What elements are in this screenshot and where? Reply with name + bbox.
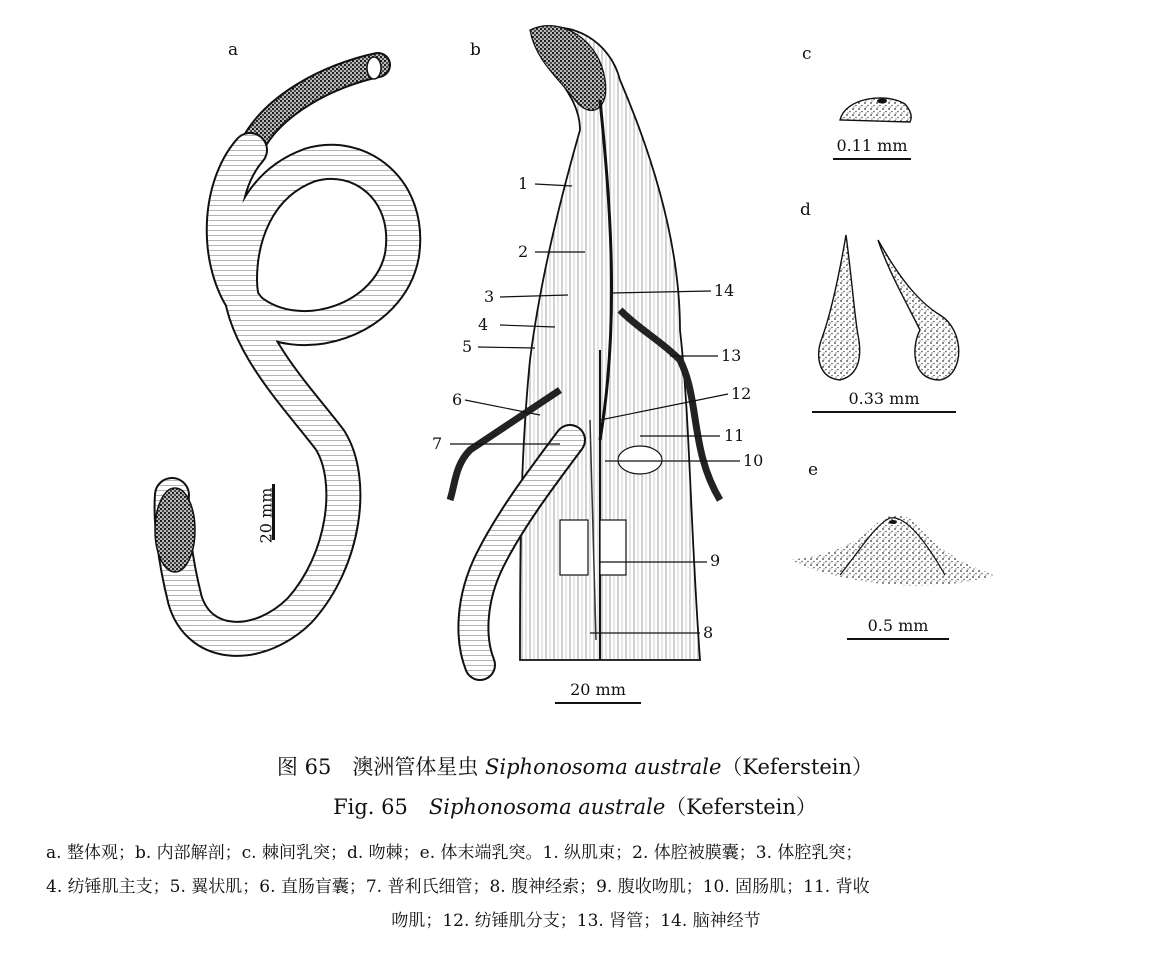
caption-cn-author: （Keferstein） bbox=[721, 755, 874, 779]
scale-bar-c bbox=[826, 136, 918, 160]
scale-bar-b bbox=[548, 680, 648, 704]
caption-en-prefix: Fig. 65 bbox=[333, 795, 429, 819]
scale-bar-e bbox=[846, 616, 950, 640]
label-10: 10 bbox=[743, 451, 764, 470]
scale-label-a: 20 mm bbox=[256, 487, 276, 544]
scale-label-e: 0.5 mm bbox=[867, 616, 929, 635]
panel-letter-c: c bbox=[802, 44, 812, 64]
label-13: 13 bbox=[721, 346, 742, 365]
caption-cn-prefix: 图 65 澳洲管体星虫 bbox=[276, 755, 485, 779]
caption-en-author: （Keferstein） bbox=[665, 795, 817, 819]
label-1: 1 bbox=[518, 174, 529, 193]
legend-line-1: a. 整体观；b. 内部解剖；c. 棘间乳突；d. 吻棘；e. 体末端乳突。1. 纵肌束；2. 体腔被膜囊；3. 体腔乳突； bbox=[46, 843, 863, 863]
panel-d-spines bbox=[819, 235, 959, 380]
panel-e-papilla bbox=[790, 515, 995, 585]
panel-a-worm bbox=[155, 57, 403, 639]
label-6: 6 bbox=[452, 390, 463, 409]
label-14: 14 bbox=[714, 281, 735, 300]
label-7: 7 bbox=[432, 434, 443, 453]
legend-line-2: 4. 纺锤肌主支；5. 翼状肌；6. 直肠盲囊；7. 普利氏细管；8. 腹神经索；9. 腹收吻肌；10. 固肠肌；11. 背收 bbox=[46, 877, 870, 897]
scale-bar-d bbox=[810, 389, 958, 413]
panel-letter-a: a bbox=[228, 40, 239, 60]
caption-chinese bbox=[0, 751, 1150, 781]
label-9: 9 bbox=[710, 551, 721, 570]
scale-bar-a bbox=[246, 484, 286, 544]
label-4: 4 bbox=[478, 315, 489, 334]
panel-letter-d: d bbox=[800, 200, 811, 220]
scale-label-c: 0.11 mm bbox=[836, 136, 908, 155]
caption-cn-species: Siphonosoma australe bbox=[485, 755, 722, 779]
panel-letter-b: b bbox=[470, 40, 481, 60]
panel-b-anatomy bbox=[450, 26, 720, 665]
label-8: 8 bbox=[703, 623, 714, 642]
label-5: 5 bbox=[462, 337, 473, 356]
scale-label-b: 20 mm bbox=[570, 680, 626, 699]
scale-label-d: 0.33 mm bbox=[848, 389, 920, 408]
label-11: 11 bbox=[724, 426, 745, 445]
label-2: 2 bbox=[518, 242, 529, 261]
panel-c-papilla bbox=[840, 98, 911, 122]
label-12: 12 bbox=[731, 384, 752, 403]
legend-line-3: 吻肌；12. 纺锤肌分支；13. 肾管；14. 脑神经节 bbox=[391, 911, 761, 931]
panel-letter-e: e bbox=[808, 460, 819, 480]
label-3: 3 bbox=[484, 287, 495, 306]
legend bbox=[46, 836, 1106, 938]
caption-english bbox=[0, 791, 1150, 821]
caption-en-species: Siphonosoma australe bbox=[428, 795, 666, 819]
